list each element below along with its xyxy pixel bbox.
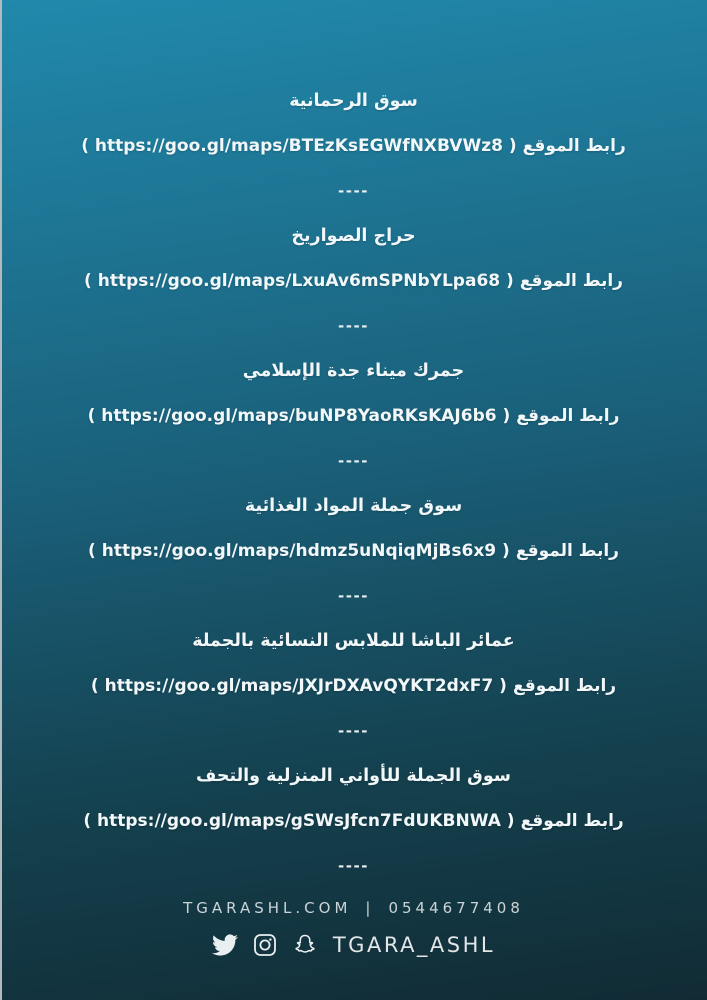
map-link[interactable]: ( https://goo.gl/maps/BTEzKsEGWfNXBVWz8 )	[81, 135, 517, 156]
section-separator: ----	[338, 451, 369, 470]
link-label: رابط الموقع	[520, 810, 624, 831]
location-entry	[0, 213, 707, 348]
website-text: TGARASHL.COM	[183, 899, 352, 917]
link-label: رابط الموقع	[515, 540, 619, 561]
location-entry	[0, 348, 707, 483]
location-link-line	[0, 528, 707, 573]
location-link-line	[0, 123, 707, 168]
section-separator: ----	[338, 316, 369, 335]
contact-line	[0, 894, 707, 922]
location-entry	[0, 618, 707, 753]
location-title: حراج الصواريخ	[291, 225, 416, 246]
phone-number: 0544677408	[388, 899, 524, 917]
instagram-icon[interactable]	[253, 933, 277, 957]
link-label: رابط الموقع	[519, 270, 623, 291]
location-title: سوق الرحمانية	[289, 90, 418, 111]
location-entry	[0, 78, 707, 213]
map-link[interactable]: ( https://goo.gl/maps/LxuAv6mSPNbYLpa68 )	[84, 270, 514, 291]
link-label: رابط الموقع	[512, 675, 617, 696]
section-separator: ----	[338, 586, 369, 605]
footer	[0, 894, 707, 963]
social-handle: TGARA_ASHL	[332, 933, 496, 957]
twitter-icon[interactable]	[212, 932, 238, 958]
location-link-line	[0, 663, 707, 708]
section-separator: ----	[338, 721, 369, 740]
link-label: رابط الموقع	[522, 135, 626, 156]
location-entry	[0, 753, 707, 888]
location-title: عمائر الباشا للملابس النسائية بالجملة	[192, 630, 515, 651]
location-title: جمرك ميناء جدة الإسلامي	[242, 360, 465, 381]
map-link[interactable]: ( https://goo.gl/maps/JXJrDXAvQYKT2dxF7 )	[90, 675, 507, 696]
location-link-line	[0, 258, 707, 303]
location-entry	[0, 483, 707, 618]
map-link[interactable]: ( https://goo.gl/maps/hdmz5uNqiqMjBs6x9 )	[88, 540, 510, 561]
location-link-line	[0, 393, 707, 438]
contact-divider: |	[365, 899, 375, 917]
social-row	[0, 927, 707, 963]
section-separator: ----	[338, 181, 369, 200]
location-link-line	[0, 798, 707, 843]
snapchat-icon[interactable]	[292, 932, 318, 958]
link-label: رابط الموقع	[516, 405, 620, 426]
location-title: سوق جملة المواد الغذائية	[244, 495, 463, 516]
map-link[interactable]: ( https://goo.gl/maps/gSWsJfcn7FdUKBNWA )	[83, 810, 515, 831]
location-title: سوق الجملة للأواني المنزلية والتحف	[196, 765, 512, 786]
map-link[interactable]: ( https://goo.gl/maps/buNP8YaoRKsKAJ6b6 )	[87, 405, 511, 426]
section-separator: ----	[338, 856, 369, 875]
